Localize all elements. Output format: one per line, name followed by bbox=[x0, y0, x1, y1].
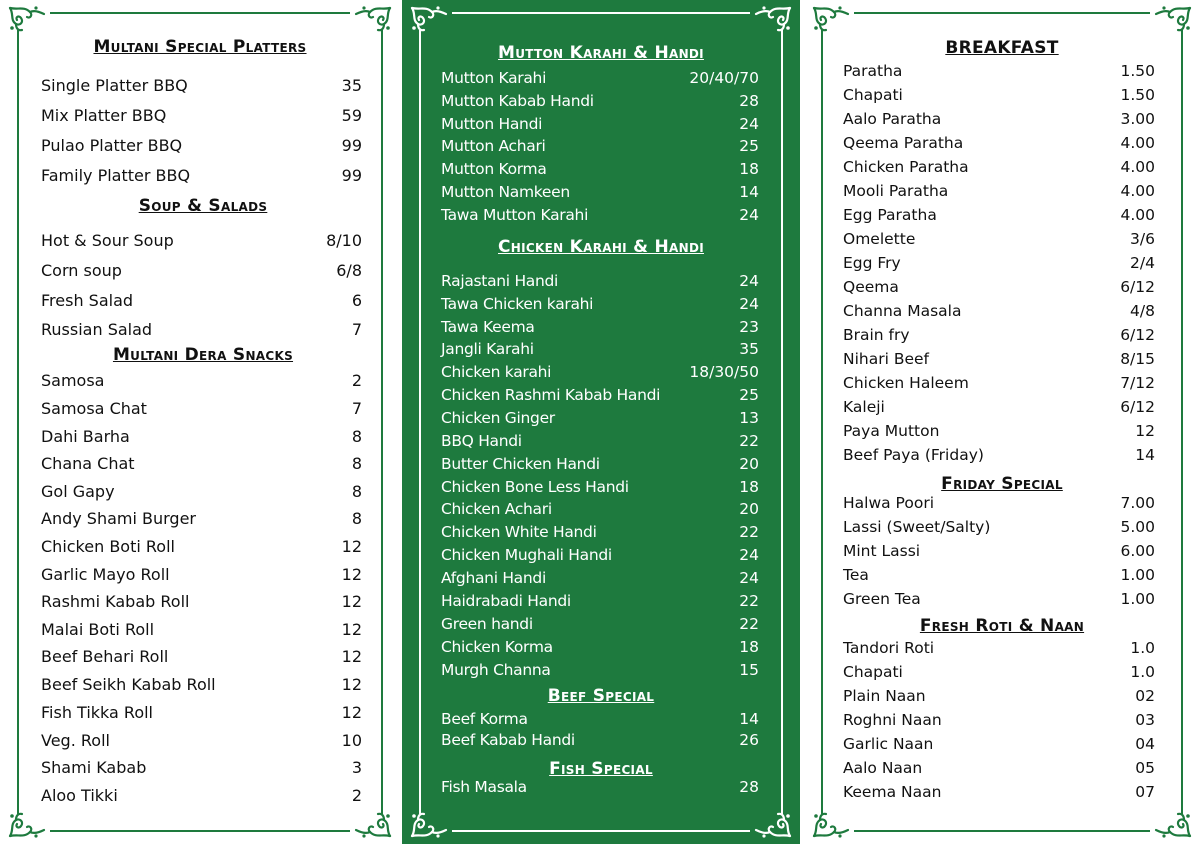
item-name: Beef Korma bbox=[441, 710, 528, 728]
section-title-fish: Fish Special bbox=[549, 759, 653, 779]
item-name: Chicken Achari bbox=[441, 500, 552, 518]
menu-item bbox=[441, 69, 759, 91]
item-price: 18 bbox=[739, 160, 759, 178]
menu-item bbox=[41, 592, 362, 618]
menu-item bbox=[41, 427, 362, 453]
menu-item bbox=[441, 661, 759, 683]
item-price: 12 bbox=[341, 620, 362, 639]
item-name: Haidrabadi Handi bbox=[441, 592, 571, 610]
item-price: 20/40/70 bbox=[689, 69, 759, 87]
item-name: Russian Salad bbox=[41, 320, 153, 339]
item-price: 1.0 bbox=[1130, 639, 1155, 657]
menu-item bbox=[843, 687, 1155, 709]
item-price: 05 bbox=[1135, 759, 1155, 777]
item-price: 13 bbox=[739, 409, 759, 427]
menu-item bbox=[41, 731, 362, 757]
item-name: Chicken White Handi bbox=[441, 523, 597, 541]
item-name: Chicken karahi bbox=[441, 363, 552, 381]
item-name: Chicken Bone Less Handi bbox=[441, 478, 629, 496]
item-price: 02 bbox=[1135, 687, 1155, 705]
menu-panel-middle bbox=[402, 0, 800, 844]
menu-item bbox=[41, 565, 362, 591]
menu-item bbox=[843, 86, 1155, 108]
scroll-flourish-icon bbox=[408, 810, 448, 840]
menu-item bbox=[441, 183, 759, 205]
item-price: 24 bbox=[739, 115, 759, 133]
item-price: 6/12 bbox=[1120, 278, 1155, 296]
menu-item bbox=[843, 230, 1155, 252]
item-price: 8 bbox=[351, 454, 362, 473]
menu-item bbox=[843, 350, 1155, 372]
item-price: 2 bbox=[351, 786, 362, 805]
menu-item bbox=[41, 320, 362, 346]
item-price: 3.00 bbox=[1120, 110, 1155, 128]
menu-item bbox=[843, 446, 1155, 468]
item-price: 6/12 bbox=[1120, 326, 1155, 344]
menu-item bbox=[41, 261, 362, 287]
item-price: 1.50 bbox=[1120, 86, 1155, 104]
menu-item bbox=[441, 160, 759, 182]
item-name: Nihari Beef bbox=[843, 350, 929, 368]
scroll-flourish-icon bbox=[754, 810, 794, 840]
top-border bbox=[854, 12, 1150, 14]
item-name: Chicken Boti Roll bbox=[41, 537, 175, 556]
menu-item bbox=[41, 482, 362, 508]
item-price: 7 bbox=[351, 320, 362, 339]
item-price: 10 bbox=[341, 731, 362, 750]
item-price: 24 bbox=[739, 295, 759, 313]
item-price: 1.00 bbox=[1120, 590, 1155, 608]
menu-item bbox=[441, 523, 759, 545]
left-border bbox=[17, 30, 19, 814]
section-title-beef: Beef Special bbox=[547, 686, 655, 706]
item-price: 24 bbox=[739, 569, 759, 587]
item-name: Jangli Karahi bbox=[441, 340, 534, 358]
scroll-flourish-icon bbox=[810, 810, 850, 840]
item-price: 12 bbox=[341, 675, 362, 694]
item-name: Beef Behari Roll bbox=[41, 647, 169, 666]
menu-item bbox=[41, 509, 362, 535]
menu-item bbox=[843, 254, 1155, 276]
menu-item bbox=[843, 735, 1155, 757]
item-name: Brain fry bbox=[843, 326, 910, 344]
item-name: Veg. Roll bbox=[41, 731, 110, 750]
menu-item bbox=[41, 758, 362, 784]
item-price: 3 bbox=[351, 758, 362, 777]
menu-item bbox=[441, 478, 759, 500]
bottom-border bbox=[50, 830, 350, 832]
menu-item bbox=[441, 778, 759, 800]
menu-item bbox=[441, 710, 759, 732]
item-name: Mooli Paratha bbox=[843, 182, 949, 200]
item-price: 8 bbox=[351, 427, 362, 446]
item-price: 99 bbox=[341, 136, 362, 155]
menu-item bbox=[441, 731, 759, 753]
menu-item bbox=[41, 371, 362, 397]
menu-item bbox=[843, 759, 1155, 781]
menu-item bbox=[441, 546, 759, 568]
menu-item bbox=[843, 566, 1155, 588]
item-name: Chicken Paratha bbox=[843, 158, 969, 176]
menu-item bbox=[843, 326, 1155, 348]
section-title-breakfast: BREAKFAST bbox=[945, 38, 1059, 58]
menu-item bbox=[843, 783, 1155, 805]
item-name: Corn soup bbox=[41, 261, 122, 280]
item-name: Murgh Channa bbox=[441, 661, 551, 679]
top-border bbox=[50, 12, 350, 14]
menu-item bbox=[843, 158, 1155, 180]
item-name: Keema Naan bbox=[843, 783, 942, 801]
left-border bbox=[821, 30, 823, 814]
menu-item bbox=[441, 318, 759, 340]
scroll-flourish-icon bbox=[754, 4, 794, 34]
item-price: 22 bbox=[739, 615, 759, 633]
item-price: 12 bbox=[341, 647, 362, 666]
item-name: Chana Chat bbox=[41, 454, 135, 473]
menu-item bbox=[41, 647, 362, 673]
menu-item bbox=[441, 432, 759, 454]
item-name: Chapati bbox=[843, 86, 903, 104]
item-name: Samosa Chat bbox=[41, 399, 147, 418]
menu-item bbox=[441, 295, 759, 317]
menu-item bbox=[41, 136, 362, 162]
item-price: 8 bbox=[351, 482, 362, 501]
menu-item bbox=[843, 494, 1155, 516]
menu-item bbox=[843, 302, 1155, 324]
scroll-flourish-icon bbox=[354, 810, 394, 840]
item-price: 24 bbox=[739, 546, 759, 564]
item-price: 4.00 bbox=[1120, 182, 1155, 200]
menu-item bbox=[843, 711, 1155, 733]
scroll-flourish-icon bbox=[6, 4, 46, 34]
scroll-flourish-icon bbox=[1154, 810, 1194, 840]
item-name: Hot & Sour Soup bbox=[41, 231, 174, 250]
item-price: 8/15 bbox=[1120, 350, 1155, 368]
menu-item bbox=[843, 62, 1155, 84]
item-price: 35 bbox=[739, 340, 759, 358]
item-price: 1.50 bbox=[1120, 62, 1155, 80]
section-title-friday: Friday Special bbox=[941, 474, 1063, 494]
menu-item bbox=[441, 592, 759, 614]
item-name: Paratha bbox=[843, 62, 903, 80]
menu-item bbox=[441, 638, 759, 660]
menu-item bbox=[41, 76, 362, 102]
item-name: Tawa Keema bbox=[441, 318, 535, 336]
item-name: Mutton Handi bbox=[441, 115, 543, 133]
menu-item bbox=[441, 386, 759, 408]
menu-item bbox=[41, 106, 362, 132]
item-name: Samosa bbox=[41, 371, 105, 390]
item-price: 14 bbox=[739, 710, 759, 728]
right-border bbox=[381, 30, 383, 814]
item-price: 4.00 bbox=[1120, 206, 1155, 224]
item-price: 22 bbox=[739, 432, 759, 450]
menu-item bbox=[441, 206, 759, 228]
menu-item bbox=[41, 454, 362, 480]
item-name: Mint Lassi bbox=[843, 542, 921, 560]
item-price: 99 bbox=[341, 166, 362, 185]
item-price: 22 bbox=[739, 523, 759, 541]
section-title-snacks: Multani Dera Snacks bbox=[112, 345, 294, 365]
item-name: Garlic Mayo Roll bbox=[41, 565, 170, 584]
item-name: Green handi bbox=[441, 615, 533, 633]
bottom-border bbox=[854, 830, 1150, 832]
item-name: Rajastani Handi bbox=[441, 272, 559, 290]
item-name: Roghni Naan bbox=[843, 711, 942, 729]
item-price: 2/4 bbox=[1130, 254, 1155, 272]
item-name: Aalo Paratha bbox=[843, 110, 942, 128]
scroll-flourish-icon bbox=[354, 4, 394, 34]
item-price: 18/30/50 bbox=[689, 363, 759, 381]
item-price: 8/10 bbox=[326, 231, 362, 250]
item-name: Paya Mutton bbox=[843, 422, 940, 440]
scroll-flourish-icon bbox=[810, 4, 850, 34]
item-name: Gol Gapy bbox=[41, 482, 115, 501]
menu-item bbox=[843, 278, 1155, 300]
item-name: Afghani Handi bbox=[441, 569, 546, 587]
item-price: 8 bbox=[351, 509, 362, 528]
item-price: 6/12 bbox=[1120, 398, 1155, 416]
section-title-platters: Multani Special Platters bbox=[93, 37, 307, 57]
menu-item bbox=[843, 374, 1155, 396]
item-price: 20 bbox=[739, 500, 759, 518]
item-price: 22 bbox=[739, 592, 759, 610]
item-name: Rashmi Kabab Roll bbox=[41, 592, 190, 611]
scroll-flourish-icon bbox=[6, 810, 46, 840]
scroll-flourish-icon bbox=[408, 4, 448, 34]
item-price: 24 bbox=[739, 272, 759, 290]
menu-item bbox=[41, 703, 362, 729]
item-name: Fish Masala bbox=[441, 778, 527, 796]
item-price: 26 bbox=[739, 731, 759, 749]
item-price: 18 bbox=[739, 478, 759, 496]
menu-panel-right bbox=[804, 0, 1200, 844]
item-price: 18 bbox=[739, 638, 759, 656]
item-price: 2 bbox=[351, 371, 362, 390]
item-name: Chicken Ginger bbox=[441, 409, 555, 427]
item-price: 12 bbox=[341, 703, 362, 722]
menu-item bbox=[441, 363, 759, 385]
menu-item bbox=[41, 786, 362, 812]
item-name: Chicken Haleem bbox=[843, 374, 969, 392]
menu-item bbox=[41, 675, 362, 701]
item-name: Egg Fry bbox=[843, 254, 901, 272]
item-price: 24 bbox=[739, 206, 759, 224]
menu-item bbox=[843, 518, 1155, 540]
item-price: 25 bbox=[739, 386, 759, 404]
item-name: Butter Chicken Handi bbox=[441, 455, 600, 473]
item-price: 5.00 bbox=[1120, 518, 1155, 536]
menu-item bbox=[441, 340, 759, 362]
item-name: Aloo Tikki bbox=[41, 786, 118, 805]
item-name: Mutton Kabab Handi bbox=[441, 92, 594, 110]
item-name: Green Tea bbox=[843, 590, 921, 608]
item-name: Egg Paratha bbox=[843, 206, 937, 224]
item-name: Plain Naan bbox=[843, 687, 926, 705]
menu-item bbox=[843, 590, 1155, 612]
item-name: Malai Boti Roll bbox=[41, 620, 155, 639]
menu-item bbox=[441, 409, 759, 431]
menu-item bbox=[843, 398, 1155, 420]
menu-item bbox=[441, 272, 759, 294]
item-name: Channa Masala bbox=[843, 302, 962, 320]
item-price: 6 bbox=[351, 291, 362, 310]
item-price: 28 bbox=[739, 778, 759, 796]
item-price: 7 bbox=[351, 399, 362, 418]
item-name: Pulao Platter BBQ bbox=[41, 136, 183, 155]
item-name: Fresh Salad bbox=[41, 291, 134, 310]
menu-item bbox=[441, 92, 759, 114]
menu-item bbox=[41, 620, 362, 646]
item-name: Shami Kabab bbox=[41, 758, 147, 777]
item-name: Tawa Mutton Karahi bbox=[441, 206, 589, 224]
scroll-flourish-icon bbox=[1154, 4, 1194, 34]
item-name: Kaleji bbox=[843, 398, 885, 416]
menu-item bbox=[41, 231, 362, 257]
item-price: 14 bbox=[739, 183, 759, 201]
right-border bbox=[1181, 30, 1183, 814]
item-price: 4.00 bbox=[1120, 158, 1155, 176]
item-price: 12 bbox=[341, 592, 362, 611]
menu-item bbox=[843, 422, 1155, 444]
item-name: Aalo Naan bbox=[843, 759, 923, 777]
item-price: 12 bbox=[1135, 422, 1155, 440]
item-price: 1.0 bbox=[1130, 663, 1155, 681]
menu-item bbox=[843, 182, 1155, 204]
item-price: 59 bbox=[341, 106, 362, 125]
item-price: 14 bbox=[1135, 446, 1155, 464]
item-price: 25 bbox=[739, 137, 759, 155]
section-title-chicken: Chicken Karahi & Handi bbox=[498, 237, 704, 257]
menu-item bbox=[441, 569, 759, 591]
menu-item bbox=[441, 500, 759, 522]
item-name: BBQ Handi bbox=[441, 432, 522, 450]
top-border bbox=[452, 12, 750, 14]
item-price: 6.00 bbox=[1120, 542, 1155, 560]
item-name: Tandori Roti bbox=[843, 639, 935, 657]
item-name: Omelette bbox=[843, 230, 916, 248]
item-price: 35 bbox=[341, 76, 362, 95]
item-name: Qeema Paratha bbox=[843, 134, 964, 152]
item-price: 1.00 bbox=[1120, 566, 1155, 584]
menu-item bbox=[441, 115, 759, 137]
item-name: Garlic Naan bbox=[843, 735, 934, 753]
menu-panel-left bbox=[0, 0, 400, 844]
item-name: Chicken Rashmi Kabab Handi bbox=[441, 386, 661, 404]
item-name: Single Platter BBQ bbox=[41, 76, 188, 95]
item-price: 12 bbox=[341, 565, 362, 584]
menu-item bbox=[41, 291, 362, 317]
menu-item bbox=[441, 615, 759, 637]
item-name: Fish Tikka Roll bbox=[41, 703, 153, 722]
item-name: Chicken Korma bbox=[441, 638, 553, 656]
menu-item bbox=[41, 537, 362, 563]
section-title-roti-naan: Fresh Roti & Naan bbox=[919, 616, 1085, 636]
item-name: Mutton Namkeen bbox=[441, 183, 570, 201]
menu-item bbox=[843, 110, 1155, 132]
menu-item bbox=[441, 455, 759, 477]
item-name: Mix Platter BBQ bbox=[41, 106, 167, 125]
item-name: Halwa Poori bbox=[843, 494, 935, 512]
item-price: 04 bbox=[1135, 735, 1155, 753]
menu-item bbox=[843, 206, 1155, 228]
item-name: Tea bbox=[843, 566, 869, 584]
item-price: 28 bbox=[739, 92, 759, 110]
menu-item bbox=[843, 639, 1155, 661]
item-price: 6/8 bbox=[336, 261, 362, 280]
item-name: Mutton Karahi bbox=[441, 69, 547, 87]
item-price: 03 bbox=[1135, 711, 1155, 729]
item-name: Chapati bbox=[843, 663, 903, 681]
item-price: 23 bbox=[739, 318, 759, 336]
item-name: Beef Seikh Kabab Roll bbox=[41, 675, 216, 694]
item-price: 7.00 bbox=[1120, 494, 1155, 512]
item-price: 20 bbox=[739, 455, 759, 473]
menu-item bbox=[441, 137, 759, 159]
section-title-mutton: Mutton Karahi & Handi bbox=[498, 43, 704, 63]
item-name: Mutton Achari bbox=[441, 137, 546, 155]
item-name: Family Platter BBQ bbox=[41, 166, 191, 185]
item-price: 7/12 bbox=[1120, 374, 1155, 392]
item-price: 12 bbox=[341, 537, 362, 556]
bottom-border bbox=[452, 830, 750, 832]
item-name: Beef Paya (Friday) bbox=[843, 446, 984, 464]
menu-item bbox=[843, 134, 1155, 156]
item-price: 3/6 bbox=[1130, 230, 1155, 248]
menu-item bbox=[843, 663, 1155, 685]
item-name: Qeema bbox=[843, 278, 899, 296]
menu-item bbox=[843, 542, 1155, 564]
item-price: 4/8 bbox=[1130, 302, 1155, 320]
item-name: Dahi Barha bbox=[41, 427, 130, 446]
item-name: Tawa Chicken karahi bbox=[441, 295, 594, 313]
item-price: 4.00 bbox=[1120, 134, 1155, 152]
item-price: 07 bbox=[1135, 783, 1155, 801]
item-name: Mutton Korma bbox=[441, 160, 547, 178]
item-name: Andy Shami Burger bbox=[41, 509, 197, 528]
menu-item bbox=[41, 399, 362, 425]
item-name: Lassi (Sweet/Salty) bbox=[843, 518, 991, 536]
menu-item bbox=[41, 166, 362, 192]
item-name: Beef Kabab Handi bbox=[441, 731, 575, 749]
item-name: Chicken Mughali Handi bbox=[441, 546, 612, 564]
item-price: 15 bbox=[739, 661, 759, 679]
section-title-soup: Soup & Salads bbox=[138, 196, 268, 216]
